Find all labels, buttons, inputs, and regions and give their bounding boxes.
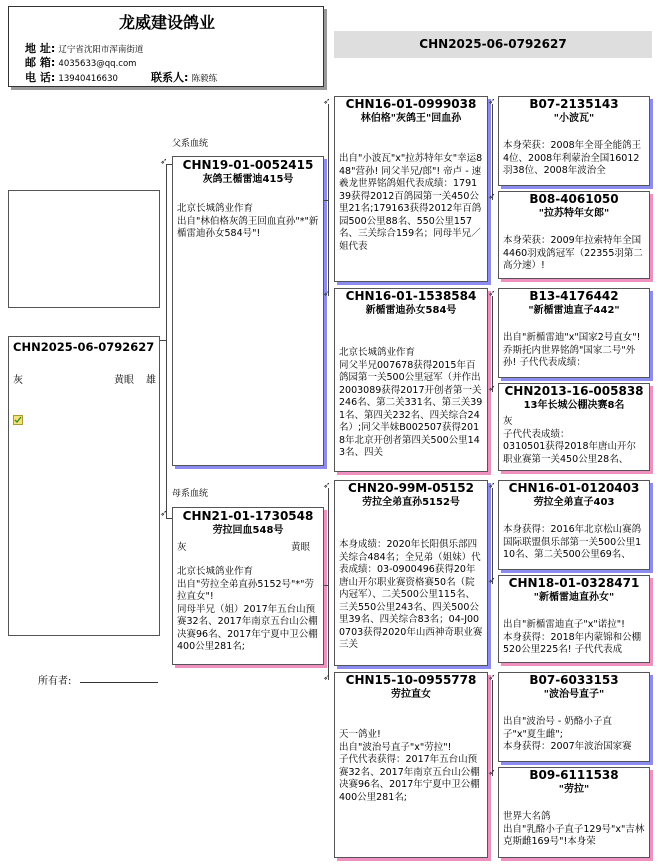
dsd-box [498,575,650,663]
phone-value: 13940416630 [58,74,118,84]
address-label: 地 址: [25,42,56,55]
subject-box [8,336,160,636]
sss-ring: B07-2135143 [529,97,619,111]
contact-row [151,71,217,86]
subject-sex: 雄 [146,375,156,386]
edit-icon[interactable] [13,415,23,425]
ddd-ring: B09-6111538 [529,768,619,782]
owner-label: 所有者: [38,676,72,687]
dss-name: 劳拉全弟直子403 [533,497,615,508]
dam-dam-text: 天一鸽业! 出自"波治号直子"x"劳拉"! 子代代表获得：2017年五台山预赛32名、2017年南京五台山公棚决赛96名、2017年宁夏中卫公棚400公里281名; [339,729,480,803]
contact-label: 联系人: [151,71,189,84]
connector [324,585,328,586]
dam-ring: CHN21-01-1730548 [182,509,314,523]
pigeon-photo-box [8,190,160,308]
email-row [25,56,136,71]
sire-dam-text: 北京长城鸽业作育 同父半兄007678获得2015年百鸽园第一关500公里冠军（并作出2003089获得2017开创者第一关246名、第二关331名、第三关391名、第四关232名、四关综合24名）;同父半妹B002507获得2018年北京开创者第四关500公里143名、四关 [339,347,483,458]
arrow-icon: ➶ [160,157,168,167]
owner-line [80,682,158,683]
arrow-icon: ➶ [323,97,331,107]
sdd-name: 13年长城公棚决赛8名 [523,400,625,411]
sdd-box [498,383,650,471]
connector [492,296,493,392]
dss-text: 本身获得：2016年北京松山赛鸽国际联盟俱乐部第一关500公里110名、第二关500公里69名、 [503,524,642,560]
dss-box [498,480,650,570]
address-value: 辽宁省沈阳市浑南街道 [58,45,144,55]
arrow-icon: ➶ [488,673,496,683]
ddd-text: 世界大名鸽 出自"乳酪小子直子129号"x"吉林克斯雌169号"!本身荣 [503,811,645,847]
connector [160,340,166,341]
sire-sire-ring: CHN16-01-0999038 [345,97,477,111]
ssd-box [498,191,650,279]
dsd-text: 出自"新楯雷迪直子"x"诺拉"! 本身获得：2018年内蒙锦和公棚520公里225名! 子代代表成 [503,619,642,655]
sss-text: 本身荣获：2008年全哥全能鸽王4位、2008年利蒙治全国16012羽38位、2008年波治全 [503,140,642,176]
email-value: 4035633@qq.com [58,59,137,69]
sire-dam-name: 新楯雷迪孙女584号 [365,305,457,316]
dam-color: 灰 [177,542,187,553]
sire-ring: CHN19-01-0052415 [182,158,314,172]
ssd-text: 本身荣获：2009年拉索特年全国4460羽戏鸽冠军（22355羽第二高分速）! [503,235,643,271]
sire-sire-box [334,96,488,282]
sds-box [498,288,650,378]
sss-box [498,96,650,186]
sire-line-label: 父系血统 [172,139,209,149]
arrow-icon: ➶ [488,481,496,491]
arrow-icon: ➶ [488,97,496,107]
connector [328,488,329,680]
dss-ring: CHN16-01-0120403 [508,481,640,495]
ssd-name: "拉苏特年女郎" [538,208,610,219]
sire-sire-name: 林伯格"灰鸽王"回血孙 [360,113,462,124]
dam-eye: 黄眼 [291,542,311,553]
arrow-icon: ➶ [488,289,496,299]
dam-name: 劳拉回血548号 [212,525,284,536]
ddd-name: "劳拉" [558,784,590,795]
dds-box [498,672,650,762]
arrow-icon: ➶ [488,768,496,778]
email-label: 邮 箱: [25,56,56,69]
connector [492,680,493,776]
dam-sire-name: 劳拉全弟直孙5152号 [362,497,460,508]
arrow-icon: ➶ [488,384,496,394]
dam-dam-name: 劳拉直女 [391,689,431,700]
connector [328,104,329,296]
arrow-icon: ➶ [323,289,331,299]
dam-sire-text: 本身成绩：2020年长阳俱乐部四关综合484名；全兄弟（姐妹）代表成绩：03-0900496获得20年唐山开尔职业赛资格赛50名（院内冠军）、二关500公里115名、三关550公里243名、四关500公里39名、四关综合83名；04-J000703获得2020年山西神奇职业赛三关 [339,539,483,650]
connector [492,488,493,584]
address-row [25,42,143,57]
arrow-icon: ➶ [160,509,168,519]
dsd-ring: CHN18-01-0328471 [508,576,640,590]
dam-sire-ring: CHN20-99M-05152 [348,481,474,495]
sire-dam-box [334,288,488,472]
arrow-icon: ➶ [488,576,496,586]
sdd-ring: CHN2013-16-005838 [504,384,644,398]
subject-eye: 黄眼 [114,375,134,386]
dds-text: 出自"波治号 - 奶酪小子直子"x"夏生雌"; 本身获得：2007年波治国家赛 [503,716,632,752]
dds-ring: B07-6033153 [529,673,619,687]
subject-color: 灰 [13,375,23,386]
dam-box [172,507,324,665]
arrow-icon: ➶ [323,673,331,683]
sss-name: "小波瓦" [553,113,595,124]
dam-sire-box [334,480,488,666]
ddd-box [498,767,650,858]
dam-dam-box [334,672,488,858]
subject-ring: CHN2025-06-0792627 [13,340,155,354]
sds-text: 出自"新楯雷迪"x"国家2号直女"! 乔斯托内世界铭鸽"国家二号"外孙! 子代代表成绩： [503,332,644,368]
phone-row [25,71,118,86]
dds-name: "波治号直子" [543,689,605,700]
connector [166,164,167,518]
connector [324,200,328,201]
sire-name: 灰鸽王楯雷迪415号 [202,174,294,185]
sire-text: 北京长城鸽业作育 出自"林伯格灰鸽王回血直孙"*"新楯雷迪孙女584号"! [177,203,319,239]
dam-dam-ring: CHN15-10-0955778 [345,673,477,687]
contact-value: 陈毅练 [191,74,218,84]
dam-text: 北京长城鸽业作育 出自"劳拉全弟直孙5152号"*"劳拉直女"! 同母半兄（姐）2017年五台山预赛32名、2017年南京五台山公棚决赛96名、2017年宁夏中卫公棚400公里281名; [177,566,318,652]
arrow-icon: ➶ [323,481,331,491]
sdd-text: 灰 子代代表成绩： 0310501获得2018年唐山开尔职业赛第一关450公里28名、 [503,416,636,465]
phone-label: 电 话: [25,71,56,84]
dam-line-label: 母系血统 [172,489,209,499]
top-ring-banner: CHN2025-06-0792627 [334,31,652,58]
connector [492,104,493,200]
sds-ring: B13-4176442 [529,289,619,303]
ssd-ring: B08-4061050 [529,192,619,206]
sire-sire-text: 出自"小波瓦"x"拉苏特年女"幸运848"营孙! 同父半兄/郎"! 帝卢 - 速羲龙世界铭鸽姐代表成绩：179139获得2012百鸽园第一关450公里21名;179163获得2012年百鸽园500公里88名、550公里157名、三关综合159名；同母半兄／姐代表 [339,153,483,252]
sds-name: "新楯雷迪直子442" [528,305,620,316]
sire-box [172,156,324,466]
arrow-icon: ➶ [488,192,496,202]
dsd-name: "新楯雷迪直孙女" [533,592,615,603]
sire-dam-ring: CHN16-01-1538584 [345,289,477,303]
breeder-header [8,6,324,87]
breeder-title: 龙威建设鸽业 [118,13,215,32]
